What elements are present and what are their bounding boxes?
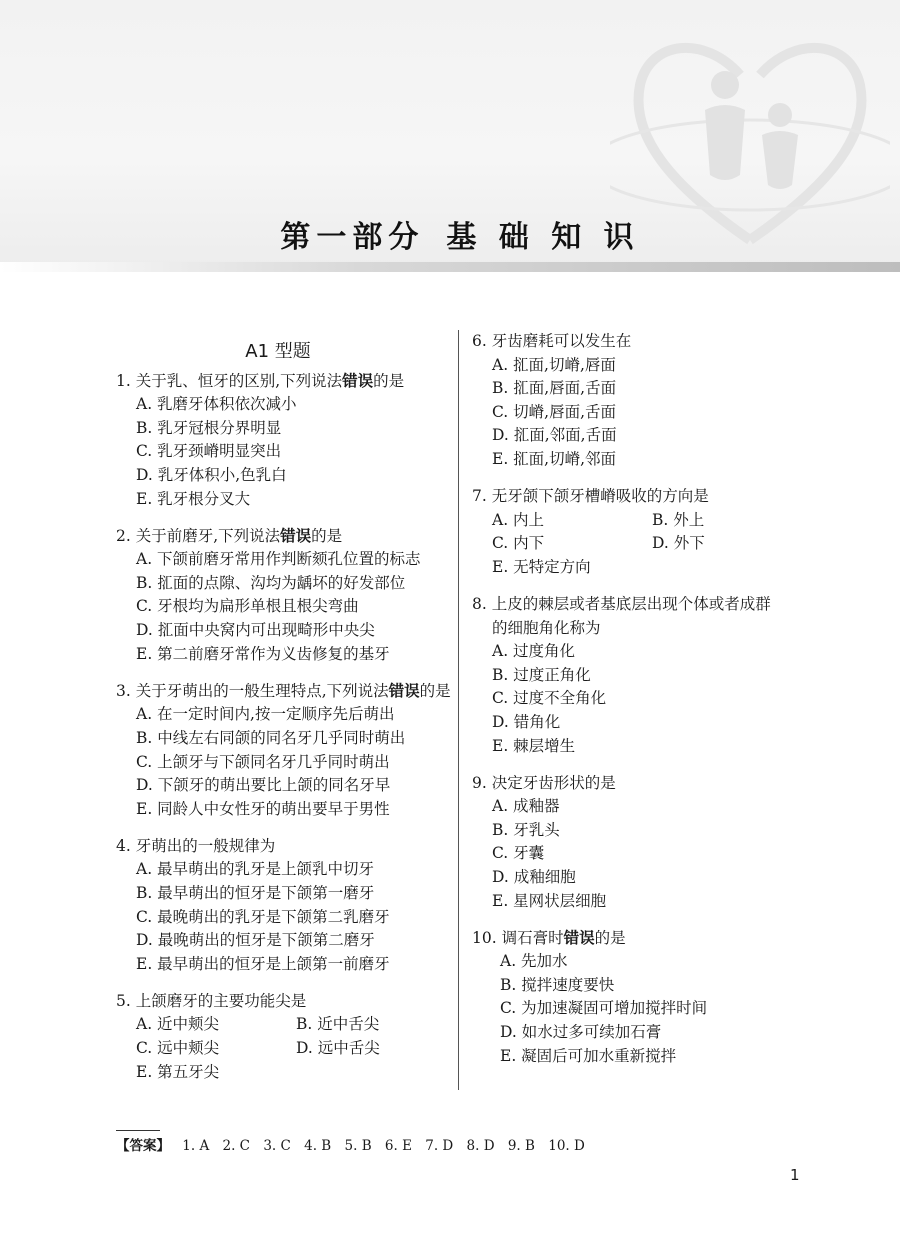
question-1 [116,370,456,512]
option: C. 过度不全角化 [492,689,607,708]
question-stem: 1. 关于乳、恒牙的区别,下列说法错误的是 [116,371,405,390]
option: D. 成釉细胞 [492,867,576,886]
question-2 [116,525,456,667]
option: D. 㧟面中央窝内可出现畸形中央尖 [136,621,375,640]
question-stem-continued: 的细胞角化称为 [492,618,601,637]
option: A. 㧟面,切嵴,唇面 [492,355,616,374]
option: A. 先加水 [500,952,568,971]
answer-item: 3. C [263,1138,291,1154]
question-9 [472,772,812,914]
option-row [116,1037,456,1061]
column-divider [458,330,459,1090]
option-row [116,1013,456,1037]
option: C. 牙囊 [492,844,545,863]
option: C. 最晚萌出的乳牙是下颌第二乳磨牙 [136,907,390,926]
option: C. 上颌牙与下颌同名牙几乎同时萌出 [136,752,390,771]
answer-item: 1. A [182,1138,210,1154]
answer-item: 6. E [384,1138,412,1154]
option: A. 下颌前磨牙常用作判断颏孔位置的标志 [136,550,421,569]
option: D. 远中舌尖 [296,1039,380,1058]
option: B. 中线左右同颌的同名牙几乎同时萌出 [136,728,406,747]
answer-item: 4. B [304,1138,332,1154]
option: A. 成釉器 [492,797,560,816]
option: C. 为加速凝固可增加搅拌时间 [500,999,708,1018]
answer-item: 7. D [425,1138,454,1154]
option: A. 在一定时间内,按一定顺序先后萌出 [136,705,395,724]
question-3 [116,680,456,822]
option: C. 切嵴,唇面,舌面 [492,402,617,421]
page-number: 1 [790,1166,800,1184]
option: D. 下颌牙的萌出要比上颌的同名牙早 [136,776,391,795]
answer-rule [116,1130,160,1131]
option: D. 乳牙体积小,色乳白 [136,465,287,484]
option: A. 最早萌出的乳牙是上颌乳中切牙 [136,860,375,879]
option: A. 内上 [492,510,545,529]
option: E. 同龄人中女性牙的萌出要早于男性 [136,799,390,818]
question-stem: 8. 上皮的棘层或者基底层出现个体或者成群 [472,594,771,613]
option: C. 乳牙颈嵴明显突出 [136,442,282,461]
option: B. 乳牙冠根分界明显 [136,418,282,437]
question-stem: 4. 牙萌出的一般规律为 [116,836,276,855]
option: E. 第五牙尖 [136,1062,220,1081]
option: A. 过度角化 [492,642,576,661]
question-stem: 2. 关于前磨牙,下列说法错误的是 [116,526,343,545]
option: B. 近中舌尖 [296,1015,380,1034]
answer-item: 10. D [548,1138,585,1154]
option: E. 第二前磨牙常作为义齿修复的基牙 [136,644,390,663]
option: B. 搅拌速度要快 [500,975,615,994]
option: A. 乳磨牙体积依次减小 [136,395,297,414]
left-column [116,330,456,1098]
answer-item: 5. B [344,1138,372,1154]
option: D. 㧟面,邻面,舌面 [492,426,617,445]
option: C. 牙根均为扁形单根且根尖弯曲 [136,597,359,616]
page-title: 第一部分 基 础 知 识 [280,220,640,255]
question-stem: 7. 无牙颌下颌牙槽嵴吸收的方向是 [472,487,709,506]
header-rule [0,262,900,272]
question-7 [472,485,812,579]
answer-item: 2. C [222,1138,251,1154]
option: E. 最早萌出的恒牙是上颌第一前磨牙 [136,954,390,973]
option: D. 最晚萌出的恒牙是下颌第二磨牙 [136,931,375,950]
option: E. 棘层增生 [492,736,576,755]
option: B. 㧟面,唇面,舌面 [492,379,617,398]
question-5 [116,990,456,1084]
option-row [472,509,812,533]
option: C. 远中颊尖 [136,1039,220,1058]
question-stem: 6. 牙齿磨耗可以发生在 [472,332,632,350]
question-stem: 9. 决定牙齿形状的是 [472,773,616,792]
section-title: A1 型题 [245,341,311,362]
answer-item: 8. D [466,1138,495,1154]
right-column [472,330,812,1082]
option: B. 过度正角化 [492,665,591,684]
answer-label: 【答案】 [116,1138,170,1154]
option: B. 外上 [652,510,705,529]
question-8 [472,593,812,758]
question-6 [472,330,812,472]
option: B. 牙乳头 [492,820,560,839]
question-stem: 10. 调石膏时错误的是 [472,928,626,947]
question-10 [472,927,812,1069]
option: E. 㧟面,切嵴,邻面 [492,449,617,468]
question-stem: 3. 关于牙萌出的一般生理特点,下列说法错误的是 [116,681,451,700]
answer-key [116,1134,594,1154]
option: D. 错角化 [492,712,561,731]
option: D. 外下 [652,534,705,553]
answer-item: 9. B [507,1138,535,1154]
question-4 [116,835,456,977]
option-row [472,532,812,556]
option: E. 星网状层细胞 [492,891,607,910]
question-stem: 5. 上颌磨牙的主要功能尖是 [116,991,307,1010]
option: B. 㧟面的点隙、沟均为龋坏的好发部位 [136,573,406,592]
option: E. 凝固后可加水重新搅拌 [500,1046,677,1065]
option: E. 无特定方向 [492,557,591,576]
option: C. 内下 [492,534,545,553]
option: B. 最早萌出的恒牙是下颌第一磨牙 [136,883,375,902]
option: A. 近中颊尖 [136,1015,220,1034]
option: E. 乳牙根分叉大 [136,489,251,508]
option: D. 如水过多可续加石膏 [500,1023,662,1042]
